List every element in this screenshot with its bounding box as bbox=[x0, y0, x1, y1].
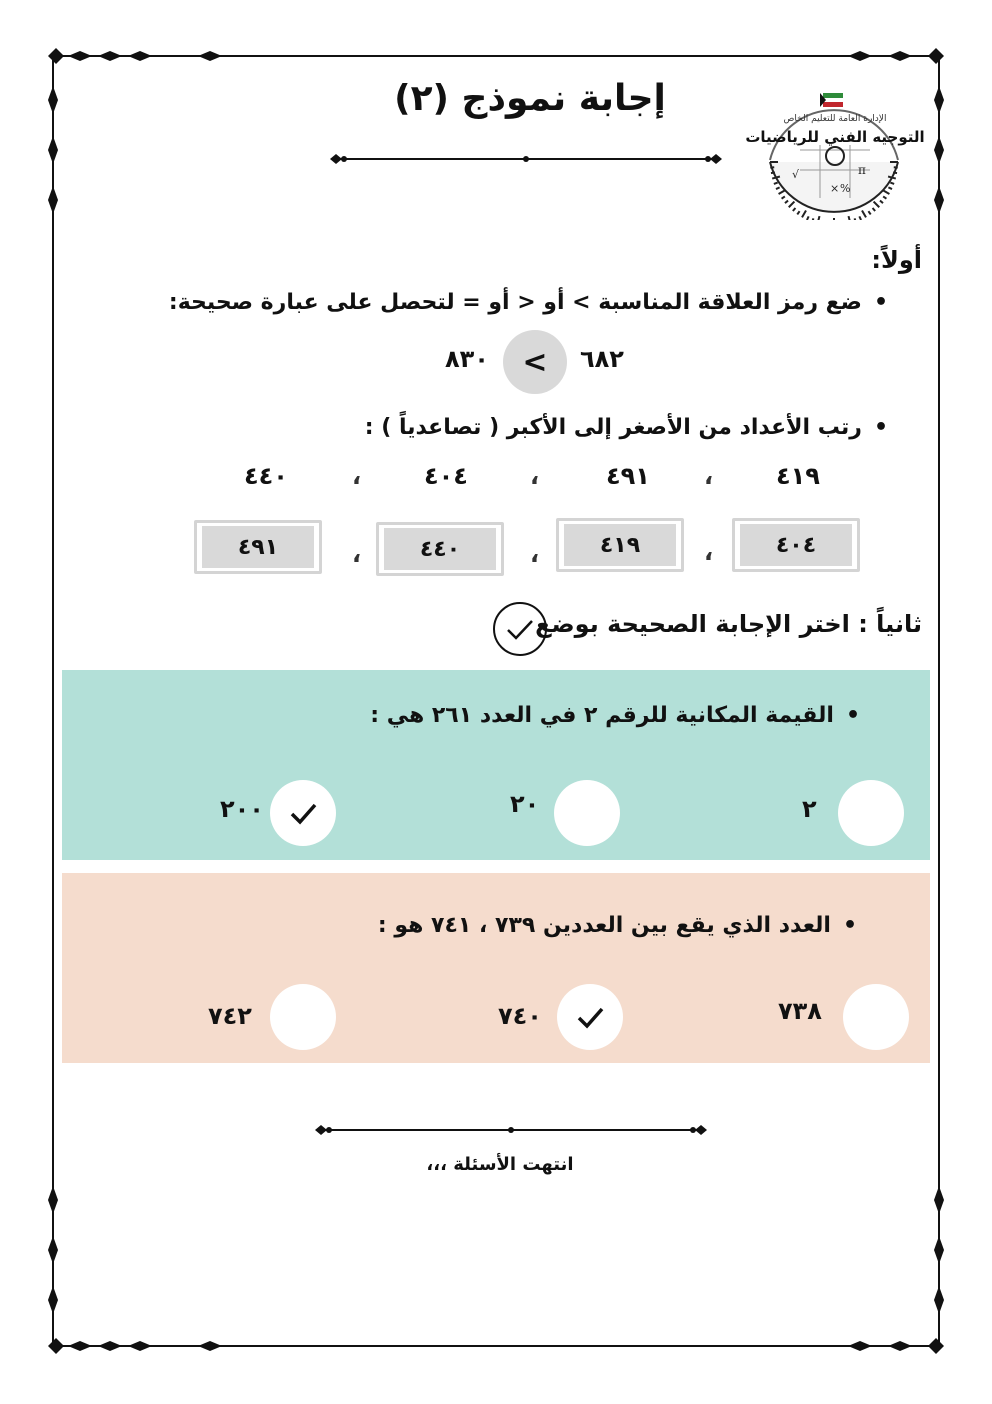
mcq2-option-2-circle[interactable] bbox=[557, 984, 623, 1050]
border-diamond bbox=[888, 51, 912, 61]
border-diamond bbox=[48, 48, 64, 64]
border-diamond bbox=[934, 186, 944, 214]
border-diamond bbox=[48, 1286, 58, 1314]
math-supervision-logo bbox=[740, 80, 930, 220]
given-separator: ، bbox=[352, 462, 362, 490]
footer-text: انتهت الأسئلة ،،، bbox=[426, 1154, 574, 1175]
border-diamond bbox=[98, 1341, 122, 1351]
order-separator: ، bbox=[352, 540, 362, 568]
order-answer-box-1[interactable] bbox=[732, 518, 860, 572]
q2-instruction: • رتب الأعداد من الأصغر إلى الأكبر ( تصاعدياً ) : bbox=[365, 415, 888, 440]
svg-text:%: % bbox=[840, 182, 851, 195]
order-answer-2: ٤١٩ bbox=[564, 524, 676, 566]
checkmark-icon bbox=[283, 793, 323, 833]
border-diamond bbox=[98, 51, 122, 61]
q1-instruction: • ضع رمز العلاقة المناسبة > أو < أو = لتحصل على عبارة صحيحة: bbox=[169, 290, 888, 315]
given-number-2: ٤٩١ bbox=[606, 462, 650, 490]
section1-heading: أولاً: bbox=[871, 246, 922, 274]
border-diamond bbox=[128, 51, 152, 61]
border-diamond bbox=[934, 1186, 944, 1214]
logo-main-text: التوجيه الفني للرياضيات bbox=[745, 128, 925, 146]
section2-heading: ثانياً : اختر الإجابة الصحيحة بوضع bbox=[535, 610, 922, 638]
checkmark-icon bbox=[570, 997, 610, 1037]
border-diamond bbox=[48, 136, 58, 164]
q1-relation-answer[interactable]: < bbox=[503, 330, 567, 394]
order-separator: ، bbox=[530, 540, 540, 568]
mcq1-option-1: ٢ bbox=[802, 795, 817, 823]
given-number-4: ٤٤٠ bbox=[244, 462, 288, 490]
given-number-3: ٤٠٤ bbox=[424, 462, 468, 490]
mcq1-option-2: ٢٠ bbox=[510, 790, 540, 818]
mcq1-option-3-circle[interactable] bbox=[270, 780, 336, 846]
title-divider bbox=[330, 150, 722, 168]
border-diamond bbox=[68, 1341, 92, 1351]
border-diamond bbox=[848, 51, 872, 61]
order-answer-box-3[interactable] bbox=[376, 522, 504, 576]
order-answer-box-4[interactable] bbox=[194, 520, 322, 574]
check-circle-icon bbox=[491, 600, 549, 658]
svg-text:√: √ bbox=[792, 168, 800, 181]
border-diamond bbox=[48, 1236, 58, 1264]
q1-right-number: ٦٨٢ bbox=[580, 345, 624, 373]
mcq1-option-3: ٢٠٠ bbox=[220, 795, 264, 823]
order-answer-4: ٤٩١ bbox=[202, 526, 314, 568]
order-separator: ، bbox=[704, 538, 714, 566]
border-diamond bbox=[128, 1341, 152, 1351]
border-diamond bbox=[68, 51, 92, 61]
page-title: إجابة نموذج (٢) bbox=[394, 78, 666, 119]
given-separator: ، bbox=[704, 462, 714, 490]
border-diamond bbox=[934, 86, 944, 114]
border-diamond bbox=[198, 1341, 222, 1351]
border-diamond bbox=[848, 1341, 872, 1351]
mcq2-option-1-circle[interactable] bbox=[843, 984, 909, 1050]
logo-top-text: الإدارة العامة للتعليم الخاص bbox=[783, 114, 887, 124]
mcq2-question: • العدد الذي يقع بين العددين ٧٣٩ ، ٧٤١ هو : bbox=[378, 913, 857, 938]
mcq1-question: • القيمة المكانية للرقم ٢ في العدد ٢٦١ هي : bbox=[370, 703, 860, 728]
mcq2-option-3: ٧٤٢ bbox=[208, 1002, 252, 1030]
border-diamond bbox=[48, 86, 58, 114]
footer-divider bbox=[315, 1121, 707, 1139]
question-panel-2 bbox=[62, 873, 930, 1063]
svg-text:×: × bbox=[830, 182, 840, 195]
border-diamond bbox=[48, 1338, 64, 1354]
q1-left-number: ٨٣٠ bbox=[445, 345, 489, 373]
border-diamond bbox=[48, 1186, 58, 1214]
border-diamond bbox=[934, 1286, 944, 1314]
given-separator: ، bbox=[530, 462, 540, 490]
mcq2-option-3-circle[interactable] bbox=[270, 984, 336, 1050]
order-answer-3: ٤٤٠ bbox=[384, 528, 496, 570]
order-answer-1: ٤٠٤ bbox=[740, 524, 852, 566]
mcq1-option-2-circle[interactable] bbox=[554, 780, 620, 846]
border-diamond bbox=[934, 136, 944, 164]
border-diamond bbox=[48, 186, 58, 214]
border-diamond bbox=[198, 51, 222, 61]
question-panel-1 bbox=[62, 670, 930, 860]
border-diamond bbox=[934, 1236, 944, 1264]
given-number-1: ٤١٩ bbox=[776, 462, 820, 490]
mcq1-option-1-circle[interactable] bbox=[838, 780, 904, 846]
mcq2-option-1: ٧٣٨ bbox=[778, 997, 822, 1025]
mcq2-option-2: ٧٤٠ bbox=[498, 1002, 542, 1030]
border-diamond bbox=[928, 1338, 944, 1354]
order-answer-box-2[interactable] bbox=[556, 518, 684, 572]
border-diamond bbox=[928, 48, 944, 64]
border-diamond bbox=[888, 1341, 912, 1351]
svg-text:π: π bbox=[858, 163, 866, 177]
